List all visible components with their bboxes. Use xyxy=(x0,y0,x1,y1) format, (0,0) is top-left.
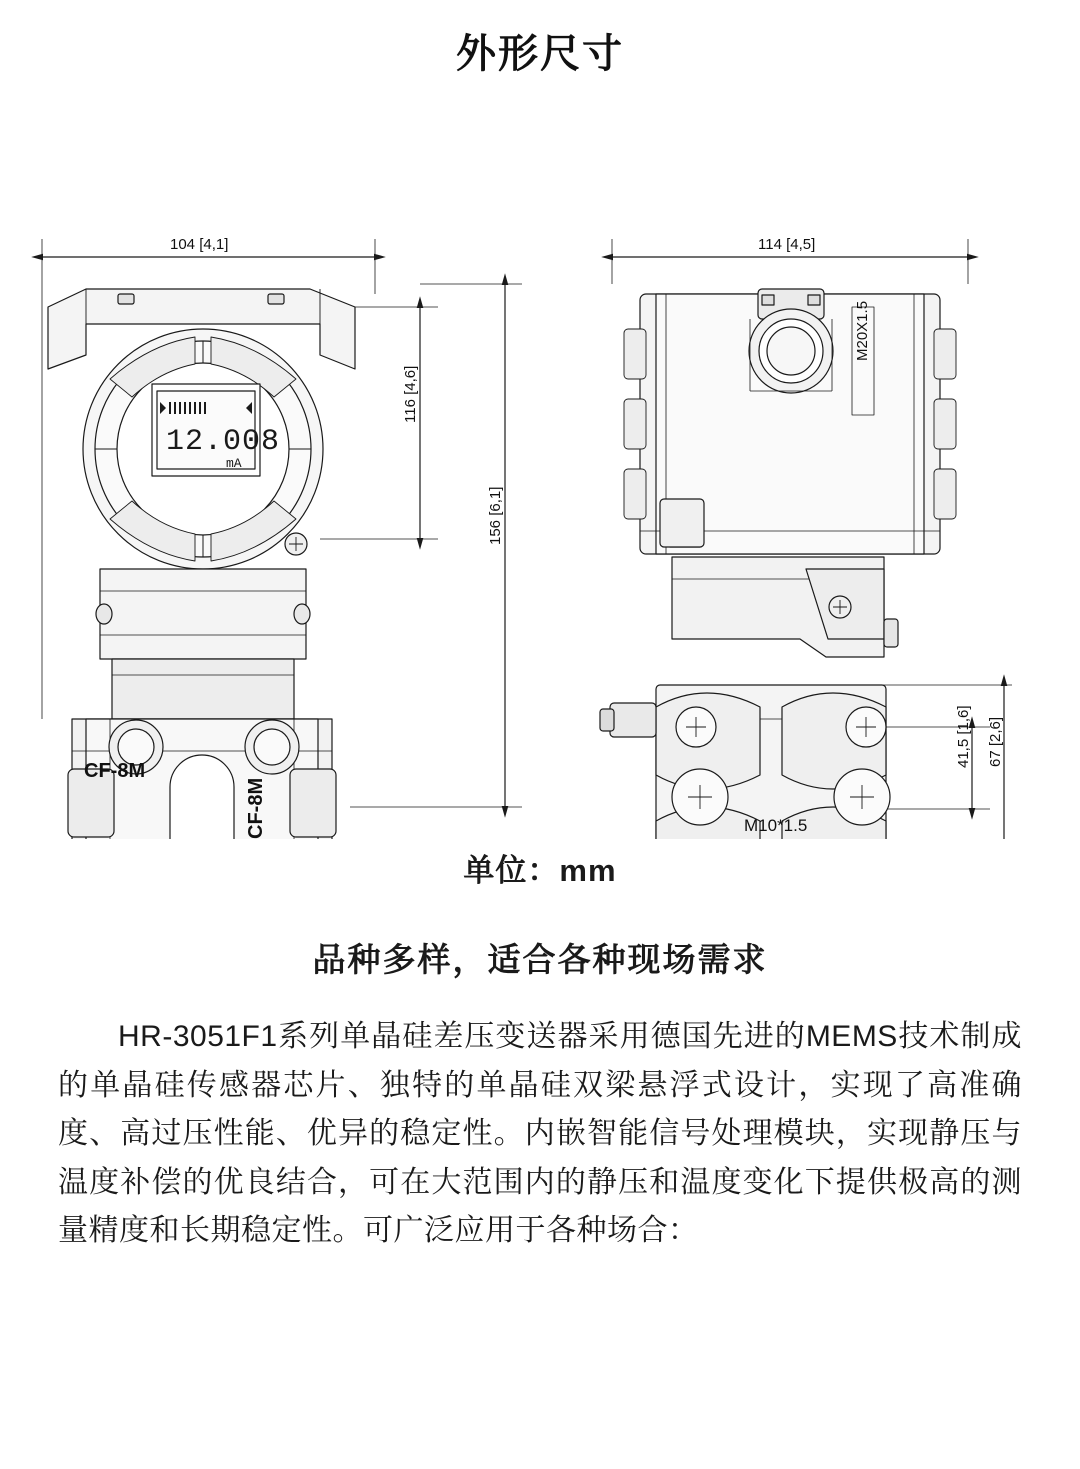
unit-note: 单位：mm xyxy=(463,853,617,888)
dim-side-width-top: 114 [4,5] xyxy=(758,236,816,253)
section-subtitle: 品种多样，适合各种现场需求 xyxy=(312,941,768,978)
label-flange-thread: M10*1.5 xyxy=(744,816,808,835)
dim-front-height-total: 156 [6,1] xyxy=(487,486,504,545)
dim-side-height-outer: 67 [2,6] xyxy=(987,716,1004,767)
label-material-1: CF-8M xyxy=(84,760,146,782)
body-text xyxy=(58,1013,1022,1256)
svg-text:mA: mA xyxy=(226,456,242,471)
dim-front-width-top: 104 [4,1] xyxy=(170,236,229,253)
svg-text:12.008: 12.008 xyxy=(166,425,281,459)
page-title: 外形尺寸 xyxy=(456,32,624,76)
dim-side-height-inner: 41,5 [1,6] xyxy=(955,705,972,768)
body-paragraph: HR-3051F1系列单晶硅差压变送器采用德国先进的MEMS技术制成的单晶硅传感器芯片、独特的单晶硅双梁悬浮式设计，实现了高准确度、高过压性能、优异的稳定性。内嵌智能信号处理模块，实现静压与温度补偿的优良结合，可在大范围内的静压和温度变化下提供极高的测量精度和长期稳定性。可广泛应用于各种场合： xyxy=(58,1020,1022,1248)
label-conduit-thread: M20X1.5 xyxy=(854,300,871,361)
dimension-drawing xyxy=(0,79,1080,839)
dim-front-height-inner: 116 [4,6] xyxy=(402,365,419,423)
label-material-2: CF-8M xyxy=(245,777,267,839)
